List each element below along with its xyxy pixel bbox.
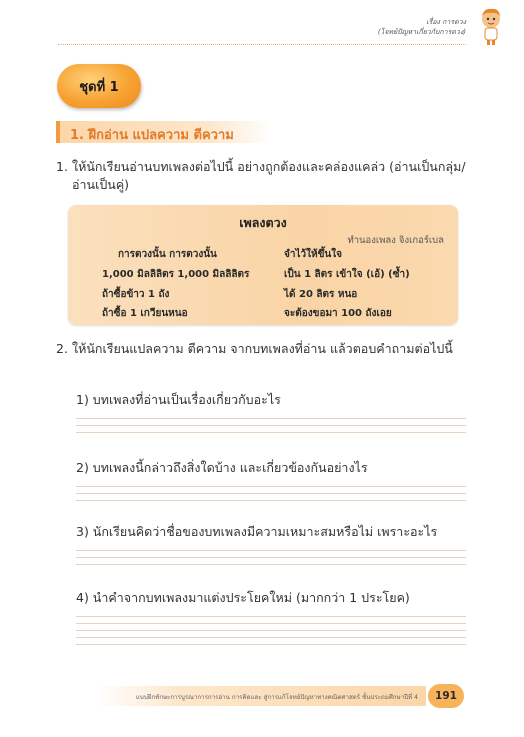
answer-lines-2[interactable] [76,486,466,507]
header-title-line2: (โจทย์ปัญหาเกี่ยวกับการตวง) [377,28,466,36]
subquestion-2: 2) บทเพลงนี้กล่าวถึงสิ่งใดบ้าง และเกี่ยวข้องกันอย่างไร [76,460,368,475]
answer-lines-4[interactable] [76,616,466,651]
song-line: การตวงนั้น การตวงนั้น [118,249,217,260]
song-line: ถ้าซื้อ 1 เกวียนหนอ [102,308,188,319]
song-line: เป็น 1 ลิตร เข้าใจ (เอ้) (ซ้ำ) [284,269,410,280]
song-credit: ทำนองเพลง จิงเกอร์เบล [347,235,444,246]
footer-text: แบบฝึกทักษะการบูรณาการการอ่าน การคิดและ สู่การแก้โจทย์ปัญหาทางคณิตศาสตร์ ชั้นประถมศึกษาปีที่ 4 [135,694,418,701]
question-1-number: 1. [56,159,68,174]
header-title [378,17,466,37]
page-number: 191 [435,690,457,702]
header-divider [58,44,466,45]
song-line: ถ้าซื้อข้าว 1 ถัง [102,289,170,300]
header-title-line1: เรื่อง การตวง [426,18,466,26]
footer-bar [96,686,426,706]
subquestion-3: 3) นักเรียนคิดว่าชื่อของบทเพลงมีความเหมาะสมหรือไม่ เพราะอะไร [76,524,438,539]
question-2-text: ให้นักเรียนแปลความ ตีความ จากบทเพลงที่อ่าน แล้วตอบคำถามต่อไปนี้ [72,341,453,356]
question-2-number: 2. [56,341,68,356]
answer-lines-3[interactable] [76,550,466,571]
mascot-icon [474,6,508,46]
subquestion-4: 4) นำคำจากบทเพลงมาแต่งประโยคใหม่ (มากกว่า 1 ประโยค) [76,590,410,605]
question-1-text: ให้นักเรียนอ่านบทเพลงต่อไปนี้ อย่างถูกต้องและคล่องแคล่ว (อ่านเป็นกลุ่ม/อ่านเป็นคู่) [72,159,466,192]
answer-lines-1[interactable] [76,418,466,439]
page-number-badge [428,684,464,708]
section-title-bar [56,121,272,143]
song-box [68,205,458,325]
section-title: 1. ฝึกอ่าน แปลความ ตีความ [70,128,234,143]
subquestion-1: 1) บทเพลงที่อ่านเป็นเรื่องเกี่ยวกับอะไร [76,392,281,407]
song-line: จะต้องขอมา 100 ถังเอย [284,308,392,319]
song-line: จำไว้ให้ขึ้นใจ [284,249,343,260]
song-line: 1,000 มิลลิลิตร 1,000 มิลลิลิตร [102,269,250,280]
set-badge [57,64,141,108]
set-badge-label: ชุดที่ 1 [79,79,119,95]
song-title: เพลงตวง [239,215,287,230]
song-line: ได้ 20 ลิตร หนอ [284,289,358,300]
